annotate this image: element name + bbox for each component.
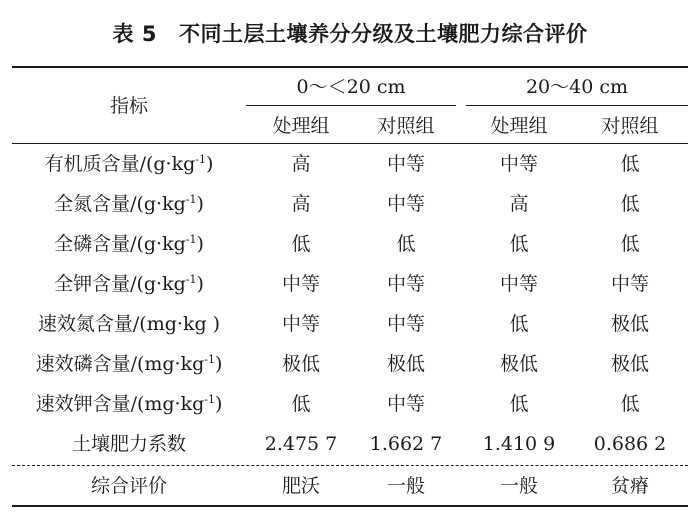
table-caption <box>0 18 700 48</box>
header-control-1: 对照组 <box>377 115 435 137</box>
header-treatment-1: 处理组 <box>272 115 330 137</box>
table-cell: 中等 <box>386 393 425 415</box>
bottom-rule <box>12 505 688 507</box>
row-label <box>12 312 246 336</box>
row-label <box>12 272 246 296</box>
summary-dashed-rule <box>12 465 688 466</box>
table-cell: 低 <box>620 393 640 415</box>
row-label-text: 速效钾含量/(mg·kg <box>35 393 205 415</box>
table-cell: 低 <box>291 233 311 255</box>
row-label <box>12 392 246 416</box>
table-cell: 极低 <box>499 353 538 375</box>
top-rule <box>12 66 688 68</box>
header-group-20-40: 20～40 cm <box>525 76 629 98</box>
row-label-text: 速效氮含量/(mg·kg ) <box>37 313 221 335</box>
table-cell: 低 <box>509 313 529 335</box>
table-cell: 中等 <box>386 273 425 295</box>
row-label-close: ) <box>196 193 204 215</box>
table-cell: 低 <box>620 153 640 175</box>
table-cell: 极低 <box>610 353 649 375</box>
table-cell: 高 <box>291 153 311 175</box>
table-cell: 低 <box>396 233 416 255</box>
row-label-sup: -1 <box>185 193 197 206</box>
header-control-2: 对照组 <box>601 115 659 137</box>
table-cell: 中等 <box>499 273 538 295</box>
table-cell: 低 <box>509 233 529 255</box>
table-cell: 低 <box>509 393 529 415</box>
table-cell: 2.475 7 <box>264 433 338 455</box>
row-label-sup: -1 <box>204 393 215 406</box>
table-cell: 中等 <box>610 273 649 295</box>
table-cell: 高 <box>509 193 529 215</box>
table-cell: 中等 <box>386 153 425 175</box>
caption-number: 表 5 <box>112 22 157 46</box>
table-cell: 极低 <box>281 353 320 375</box>
table-cell: 贫瘠 <box>610 475 649 497</box>
table-cell: 中等 <box>386 193 425 215</box>
row-label-text: 速效磷含量/(mg·kg <box>35 353 205 375</box>
row-label-sup: -1 <box>185 233 197 246</box>
row-label <box>12 352 246 376</box>
row-label <box>12 152 246 176</box>
row-label <box>12 192 246 216</box>
row-label-close: ) <box>206 153 214 175</box>
header-rule <box>12 143 688 144</box>
row-label <box>12 432 246 456</box>
table-cell: 中等 <box>281 273 320 295</box>
table-cell: 极低 <box>386 353 425 375</box>
row-label-sup: -1 <box>185 273 197 286</box>
group1-underline <box>246 105 456 106</box>
row-label-close: ) <box>215 393 223 415</box>
row-label-sup: -1 <box>204 353 215 366</box>
table-cell: 低 <box>620 193 640 215</box>
header-index: 指标 <box>109 95 148 117</box>
table-cell: 中等 <box>281 313 320 335</box>
row-label-text: 全氮含量/(g·kg <box>54 193 186 215</box>
header-group-0-20: 0～＜20 cm <box>296 76 406 98</box>
table-cell: 一般 <box>386 475 425 497</box>
table-cell: 极低 <box>610 313 649 335</box>
row-label-text: 土壤肥力系数 <box>71 433 186 455</box>
table-cell: 中等 <box>499 153 538 175</box>
row-label-text: 全磷含量/(g·kg <box>54 233 186 255</box>
row-label-close: ) <box>196 273 204 295</box>
row-label-close: ) <box>215 353 223 375</box>
header-treatment-2: 处理组 <box>490 115 548 137</box>
table-cell: 低 <box>291 393 311 415</box>
table-cell: 肥沃 <box>281 475 320 497</box>
row-label-text: 有机质含量/(g·kg <box>44 153 196 175</box>
row-label-text: 综合评价 <box>90 475 167 497</box>
row-label-text: 全钾含量/(g·kg <box>54 273 186 295</box>
table-cell: 1.662 7 <box>369 433 443 455</box>
table-cell: 0.686 2 <box>593 433 667 455</box>
caption-title: 不同土层土壤养分分级及土壤肥力综合评价 <box>178 22 588 46</box>
row-label <box>12 232 246 256</box>
table-cell: 1.410 9 <box>482 433 556 455</box>
table-cell: 高 <box>291 193 311 215</box>
table-cell: 低 <box>620 233 640 255</box>
group2-underline <box>466 105 688 106</box>
row-label-sup: -1 <box>195 153 206 166</box>
table-cell: 一般 <box>499 475 538 497</box>
row-label-close: ) <box>196 233 204 255</box>
row-label <box>12 474 246 498</box>
table-cell: 中等 <box>386 313 425 335</box>
